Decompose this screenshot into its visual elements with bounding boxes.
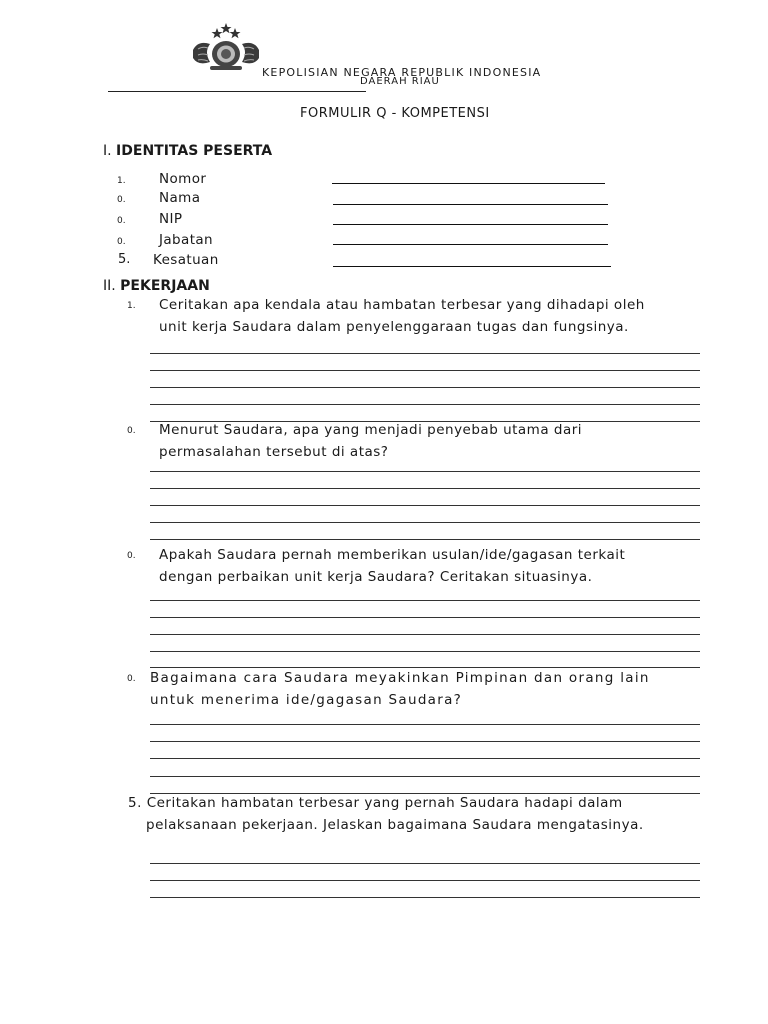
- form-title: FORMULIR Q - KOMPETENSI: [300, 106, 490, 121]
- question-number: 5.: [128, 795, 142, 811]
- section-numeral: I.: [103, 143, 112, 159]
- field-line-nomor[interactable]: [332, 183, 605, 184]
- answer-line[interactable]: [150, 880, 700, 881]
- question-number: 0.: [127, 674, 136, 684]
- field-line-nama[interactable]: [333, 204, 608, 205]
- field-number: 1.: [117, 176, 126, 186]
- answer-line[interactable]: [150, 522, 700, 523]
- field-label-nomor: Nomor: [159, 171, 207, 187]
- answer-line[interactable]: [150, 353, 700, 354]
- answer-line[interactable]: [150, 539, 700, 540]
- question-line: Apakah Saudara pernah memberikan usulan/ide/gagasan terkait: [159, 547, 626, 563]
- section-identitas-heading: [103, 143, 272, 159]
- field-label-nama: Nama: [159, 190, 201, 206]
- answer-line[interactable]: [150, 741, 700, 742]
- answer-line[interactable]: [150, 651, 700, 652]
- police-emblem-icon: [190, 22, 262, 72]
- header-divider: [108, 91, 366, 92]
- question-3-text: [159, 544, 625, 588]
- field-number: 0.: [117, 195, 126, 205]
- field-number: 0.: [117, 216, 126, 226]
- question-number: 1.: [127, 301, 136, 311]
- question-line: unit kerja Saudara dalam penyelenggaraan tugas dan fungsinya.: [159, 319, 629, 335]
- section-title: PEKERJAAN: [120, 278, 210, 294]
- answer-line[interactable]: [150, 471, 700, 472]
- field-line-kesatuan[interactable]: [333, 266, 611, 267]
- answer-line[interactable]: [150, 505, 700, 506]
- question-line: permasalahan tersebut di atas?: [159, 444, 389, 460]
- answer-line[interactable]: [150, 863, 700, 864]
- question-1-text: [159, 294, 645, 338]
- answer-line[interactable]: [150, 724, 700, 725]
- answer-line[interactable]: [150, 600, 700, 601]
- field-line-nip[interactable]: [333, 224, 608, 225]
- question-4-text: [150, 667, 650, 711]
- question-line: Bagaimana cara Saudara meyakinkan Pimpinan dan orang lain: [150, 670, 650, 686]
- answer-line[interactable]: [150, 404, 700, 405]
- field-line-jabatan[interactable]: [333, 244, 608, 245]
- question-5-text: [128, 792, 644, 836]
- answer-line[interactable]: [150, 634, 700, 635]
- question-line-text: Ceritakan hambatan terbesar yang pernah Saudara hadapi dalam: [146, 795, 623, 811]
- field-number: 5.: [118, 252, 131, 267]
- question-line: untuk menerima ide/gagasan Saudara?: [150, 692, 463, 708]
- section-numeral: II.: [103, 278, 116, 294]
- question-line: Ceritakan apa kendala atau hambatan terbesar yang dihadapi oleh: [159, 297, 645, 313]
- section-title: IDENTITAS PESERTA: [116, 143, 273, 159]
- question-line: Menurut Saudara, apa yang menjadi penyebab utama dari: [159, 422, 583, 438]
- answer-line[interactable]: [150, 758, 700, 759]
- field-label-jabatan: Jabatan: [159, 232, 214, 248]
- section-pekerjaan-heading: [103, 278, 210, 294]
- answer-line[interactable]: [150, 776, 700, 777]
- question-number: 0.: [127, 426, 136, 436]
- question-number: 0.: [127, 551, 136, 561]
- answer-line[interactable]: [150, 387, 700, 388]
- question-line: [128, 792, 644, 814]
- question-line: dengan perbaikan unit kerja Saudara? Ceritakan situasinya.: [159, 569, 593, 585]
- organization-name: KEPOLISIAN NEGARA REPUBLIK INDONESIA: [262, 66, 542, 79]
- answer-line[interactable]: [150, 488, 700, 489]
- region-name: DAERAH RIAU: [360, 76, 440, 87]
- answer-line[interactable]: [150, 617, 700, 618]
- field-label-kesatuan: Kesatuan: [153, 252, 219, 268]
- field-label-nip: NIP: [159, 211, 183, 227]
- answer-line[interactable]: [150, 370, 700, 371]
- question-2-text: [159, 419, 582, 463]
- field-number: 0.: [117, 237, 126, 247]
- question-line: pelaksanaan pekerjaan. Jelaskan bagaimana Saudara mengatasinya.: [146, 817, 644, 833]
- answer-line[interactable]: [150, 897, 700, 898]
